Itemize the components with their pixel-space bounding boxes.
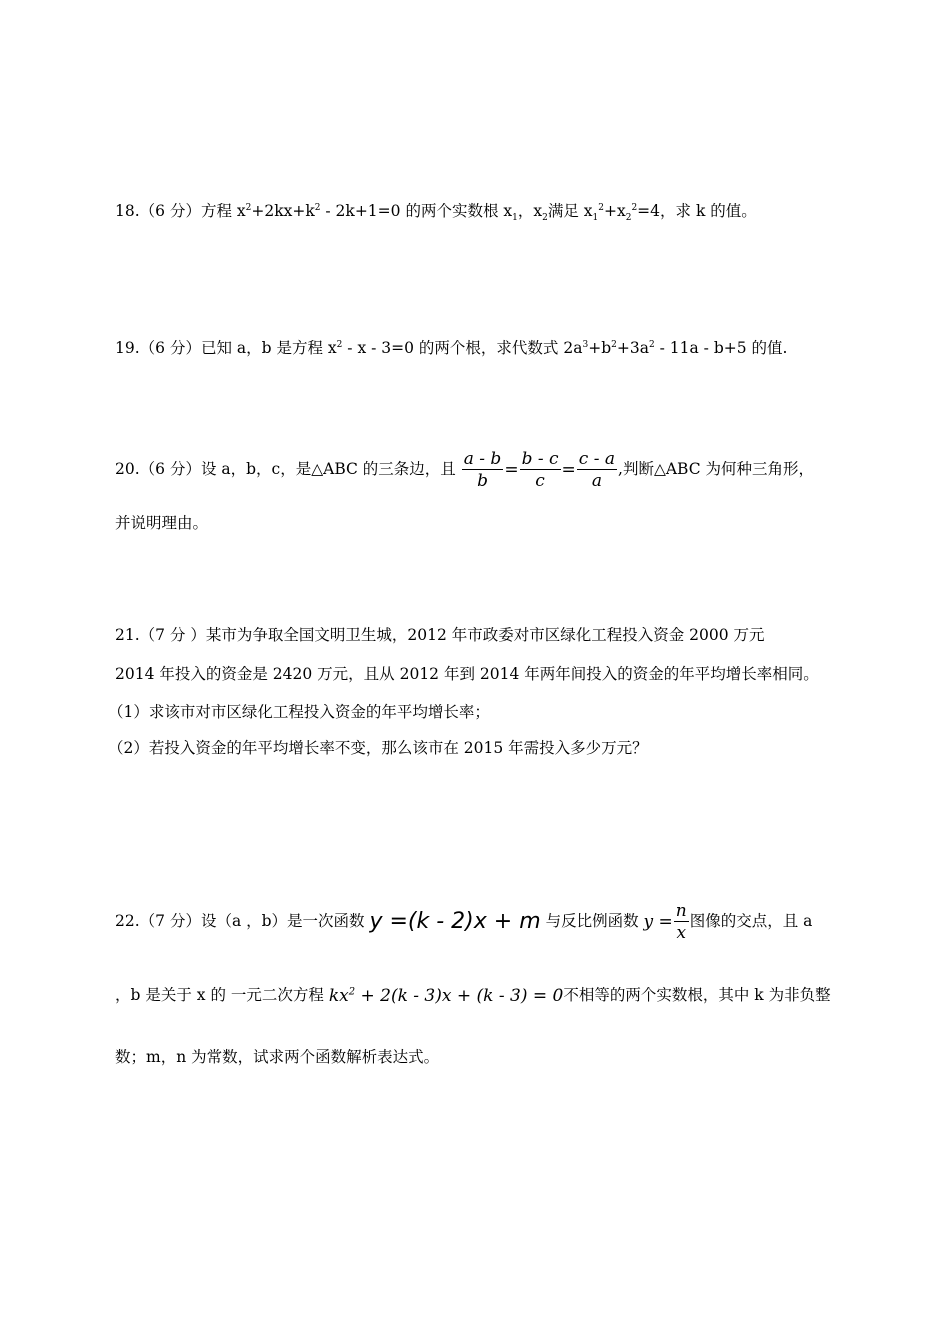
q22-inverse-fraction — [674, 901, 689, 944]
q21-subquestion-1: （1）求该市对市区绿化工程投入资金的年平均增长率； — [108, 703, 490, 721]
q18-exp: 2 — [598, 202, 604, 213]
q19-text: - 11a - b+5 的值. — [654, 339, 788, 357]
q18-exp: 2 — [314, 202, 321, 213]
q20-number: 20. — [115, 460, 140, 478]
q20-equals: = — [504, 460, 519, 480]
q19-text: 已知 a，b 是方程 x — [200, 339, 337, 357]
question-21 — [115, 624, 765, 646]
q22-points: （7 分） — [139, 912, 201, 930]
q22-eq-part: kx — [328, 986, 349, 1006]
q22-text: ，b 是关于 x 的 一元二次方程 — [115, 986, 324, 1004]
q20-text: ,判断△ABC 为何种三角形， — [618, 460, 815, 478]
q22-text: 图像的交点，且 a — [689, 912, 813, 930]
q20-frac2-num: b - c — [521, 448, 559, 469]
question-19 — [115, 337, 787, 359]
q21-subquestion-2: （2）若投入资金的年平均增长率不变，那么该市在 2015 年需投入多少万元？ — [108, 739, 648, 757]
q20-frac2-den: c — [535, 470, 545, 491]
q22-text: 与反比例函数 — [545, 912, 639, 930]
q21-number: 21. — [115, 626, 140, 644]
q22-inverse-lhs: y = — [643, 912, 673, 932]
q22-exp: 2 — [348, 986, 356, 998]
q18-text: +2kx+k — [251, 202, 315, 220]
q19-text: +b — [588, 339, 612, 357]
q19-text: - x - 3=0 的两个根，求代数式 2a — [342, 339, 583, 357]
question-20 — [115, 448, 814, 492]
q22-text: 不相等的两个实数根，其中 k 为非负整 — [563, 986, 831, 1004]
q19-exp: 2 — [336, 339, 343, 350]
q22-line-3: 数；m，n 为常数，试求两个函数解析表达式。 — [115, 1048, 440, 1066]
q21-line-2: 2014 年投入的资金是 2420 万元，且从 2012 年到 2014 年两年间投入的资金的年平均增长率相同。 — [115, 665, 819, 683]
q21-points: （7 分 ） — [139, 626, 206, 644]
q21-line-1: 某市为争取全国文明卫生城，2012 年市政委对市区绿化工程投入资金 2000 万元 — [205, 626, 765, 644]
q19-text: +3a — [616, 339, 649, 357]
q20-equals: = — [561, 460, 576, 480]
q18-text: =4，求 k 的值。 — [637, 202, 757, 220]
q18-points: （6 分） — [139, 202, 201, 220]
q20-fraction-1 — [462, 449, 504, 492]
q19-number: 19. — [115, 339, 140, 357]
q20-line-2: 并说明理由。 — [115, 514, 209, 532]
q22-quadratic-equation — [329, 986, 564, 1006]
q18-number: 18. — [115, 202, 140, 220]
q18-text: ，x — [517, 202, 543, 220]
q19-exp: 3 — [582, 339, 589, 350]
q22-frac-num: n — [675, 900, 687, 921]
q18-text: 满足 x — [547, 202, 593, 220]
q19-exp: 2 — [611, 339, 617, 350]
q18-sub: 2 — [625, 213, 632, 224]
q20-points: （6 分） — [139, 460, 201, 478]
q22-eq-part: + 2(k - 3)x + (k - 3) = 0 — [355, 986, 564, 1006]
q18-text: +x — [603, 202, 626, 220]
question-18 — [115, 200, 757, 222]
q19-exp: 2 — [648, 339, 655, 350]
q22-number: 22. — [115, 912, 140, 930]
q20-frac3-num: c - a — [578, 448, 616, 469]
q18-sub: 2 — [542, 213, 548, 224]
q18-sub: 1 — [592, 213, 599, 224]
q19-points: （6 分） — [139, 339, 201, 357]
q20-frac1-num: a - b — [463, 448, 502, 469]
q22-line-2 — [115, 982, 831, 1009]
q20-frac3-den: a — [591, 470, 602, 491]
q18-sub: 1 — [512, 213, 518, 224]
q18-text: 方程 x — [200, 202, 246, 220]
q18-exp: 2 — [245, 202, 252, 213]
q20-fraction-2 — [520, 449, 561, 492]
q18-exp: 2 — [631, 202, 638, 213]
q22-frac-den: x — [676, 922, 687, 943]
q20-frac1-den: b — [477, 470, 488, 491]
q22-linear-function: y =(k - 2)x + m — [369, 909, 541, 934]
q20-text: 设 a，b，c，是△ABC 的三条边，且 — [200, 460, 456, 478]
q22-text: 设（a ，b）是一次函数 — [200, 912, 365, 930]
q20-fraction-3 — [577, 449, 617, 492]
q18-text: - 2k+1=0 的两个实数根 x — [320, 202, 513, 220]
question-22 — [115, 898, 812, 945]
